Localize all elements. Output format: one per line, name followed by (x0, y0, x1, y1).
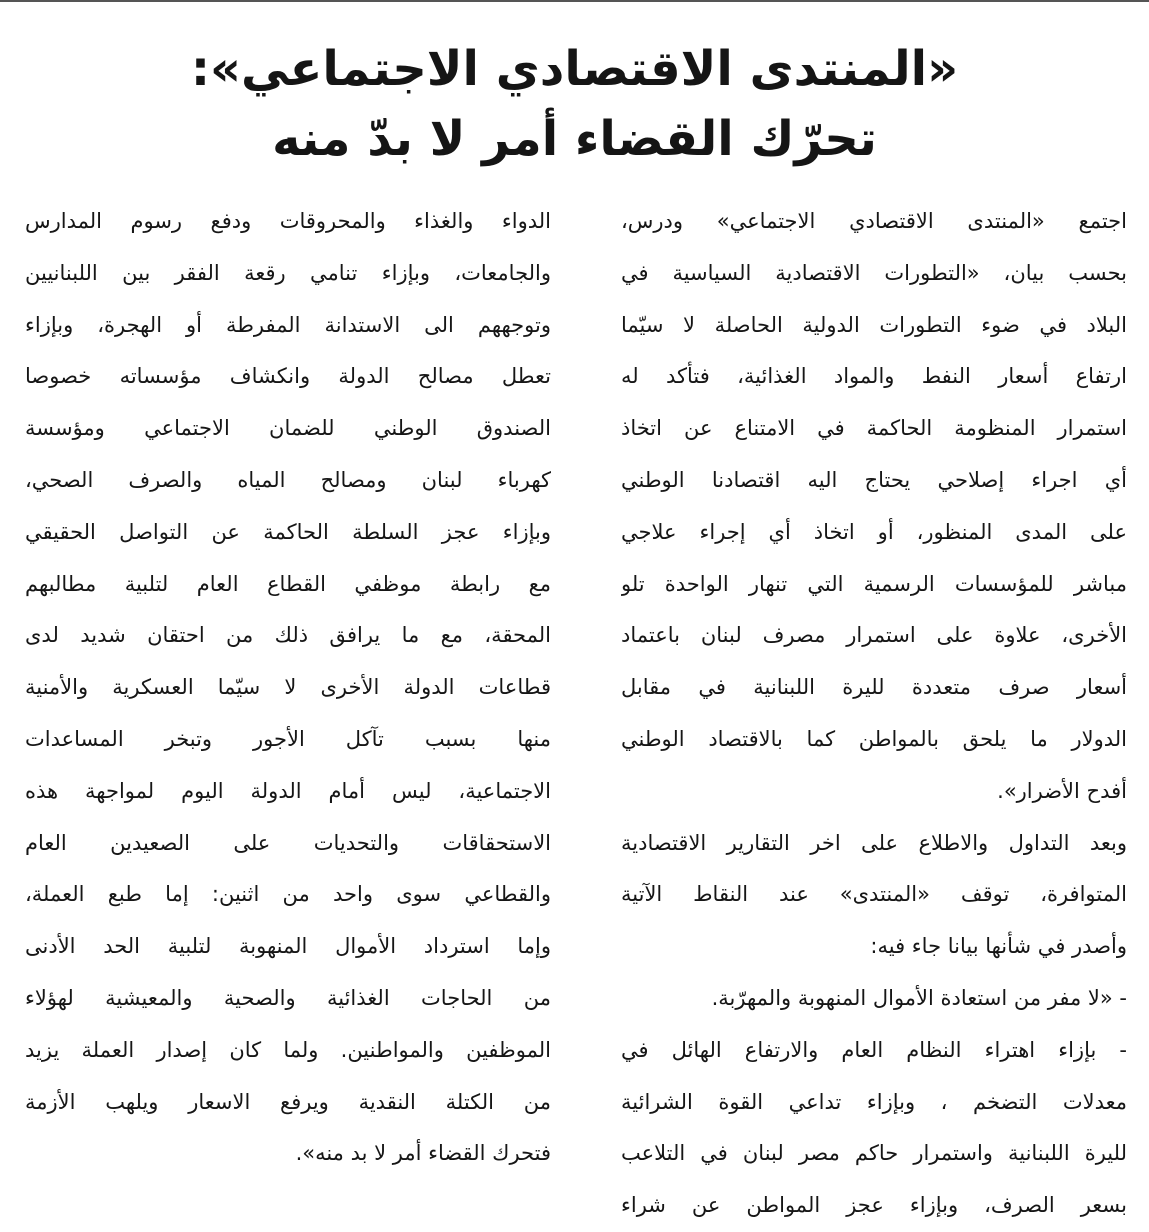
article-line: الدواء والغذاء والمحروقات ودفع رسوم المدارس (25, 209, 551, 233)
article-line: استمرار المنظومة الحاكمة في الامتناع عن اتخاذ (621, 416, 1127, 441)
article-line: لليرة اللبنانية واستمرار حاكم مصر لبنان في التلاعب (621, 1141, 1127, 1166)
article-line: الاستحقاقات والتحديات على الصعيدين العام (25, 830, 551, 855)
article-column-left (25, 196, 551, 1180)
article-line: فتحرك القضاء أمر لا بد منه». (295, 1141, 551, 1166)
article-line: أي اجراء إصلاحي يحتاج اليه اقتصادنا الوطني (621, 467, 1127, 492)
article-line: المتوافرة، توقف «المنتدى» عند النقاط الآتية (621, 882, 1127, 907)
article-column-right (621, 196, 1127, 1232)
article-line: الأخرى، علاوة على استمرار مصرف لبنان باعتماد (621, 623, 1127, 648)
headline-line-1: «المنتدى الاقتصادي الاجتماعي»: (190, 41, 959, 97)
article-line: أفدح الأضرار». (997, 778, 1127, 803)
article-line: من الكتلة النقدية ويرفع الاسعار ويلهب الأزمة (25, 1089, 551, 1114)
article-line: تعطل مصالح الدولة وانكشاف مؤسساته خصوصا (25, 364, 551, 389)
article-line: مباشر للمؤسسات الرسمية التي تنهار الواحدة تلو (621, 571, 1127, 596)
article-headline (20, 34, 1129, 174)
article-line: وبإزاء عجز السلطة الحاكمة عن التواصل الحقيقي (25, 519, 551, 544)
top-rule (0, 0, 1149, 2)
article-line: وإما استرداد الأموال المنهوبة لتلبية الحد الأدنى (25, 934, 551, 959)
article-line: ارتفاع أسعار النفط والمواد الغذائية، فتأكد له (621, 364, 1127, 389)
article-line: منها بسبب تآكل الأجور وتبخر المساعدات (25, 726, 551, 751)
article-line: البلاد في ضوء التطورات الدولية الحاصلة لا سيّما (621, 312, 1127, 337)
article-line: الصندوق الوطني للضمان الاجتماعي ومؤسسة (25, 416, 551, 441)
article-line: بسعر الصرف، وبإزاء عجز المواطن عن شراء (621, 1193, 1127, 1218)
article-line: بحسب بيان، «التطورات الاقتصادية السياسية في (621, 260, 1127, 285)
article-line: مع رابطة موظفي القطاع العام لتلبية مطالبهم (25, 571, 551, 596)
article-line: معدلات التضخم ، وبإزاء تداعي القوة الشرائية (621, 1089, 1127, 1114)
article-line: قطاعات الدولة الأخرى لا سيّما العسكرية والأمنية (25, 675, 551, 700)
article-line: والجامعات، وبإزاء تنامي رقعة الفقر بين اللبنانيين (25, 260, 551, 285)
article-line: الدولار ما يلحق بالمواطن كما بالاقتصاد الوطني (621, 726, 1127, 751)
article-line: المحقة، مع ما يرافق ذلك من احتقان شديد لدى (25, 623, 551, 648)
article-line: وأصدر في شأنها بيانا جاء فيه: (870, 934, 1127, 959)
article-line: وتوجههم الى الاستدانة المفرطة أو الهجرة، وبإزاء (25, 312, 551, 337)
article-line: وبعد التداول والاطلاع على اخر التقارير الاقتصادية (621, 830, 1127, 855)
article-line: - «لا مفر من استعادة الأموال المنهوبة والمهرّبة. (711, 985, 1127, 1010)
article-line: الاجتماعية، ليس أمام الدولة اليوم لمواجهة هذه (25, 778, 551, 803)
article-line: اجتمع «المنتدى الاقتصادي الاجتماعي» ودرس، (621, 209, 1127, 233)
article-line: من الحاجات الغذائية والصحية والمعيشية لهؤلاء (25, 985, 551, 1010)
article-line: أسعار صرف متعددة لليرة اللبنانية في مقابل (621, 675, 1127, 700)
article-line: على المدى المنظور، أو اتخاذ أي إجراء علاجي (621, 519, 1127, 544)
article-line: والقطاعي سوى واحد من اثنين: إما طبع العملة، (25, 882, 551, 907)
headline-line-2: تحرّك القضاء أمر لا بدّ منه (272, 111, 877, 167)
article-line: الموظفين والمواطنين. ولما كان إصدار العملة يزيد (25, 1037, 551, 1062)
article-line: - بإزاء اهتراء النظام العام والارتفاع الهائل في (621, 1037, 1127, 1062)
article-line: كهرباء لبنان ومصالح المياه والصرف الصحي، (25, 467, 551, 492)
